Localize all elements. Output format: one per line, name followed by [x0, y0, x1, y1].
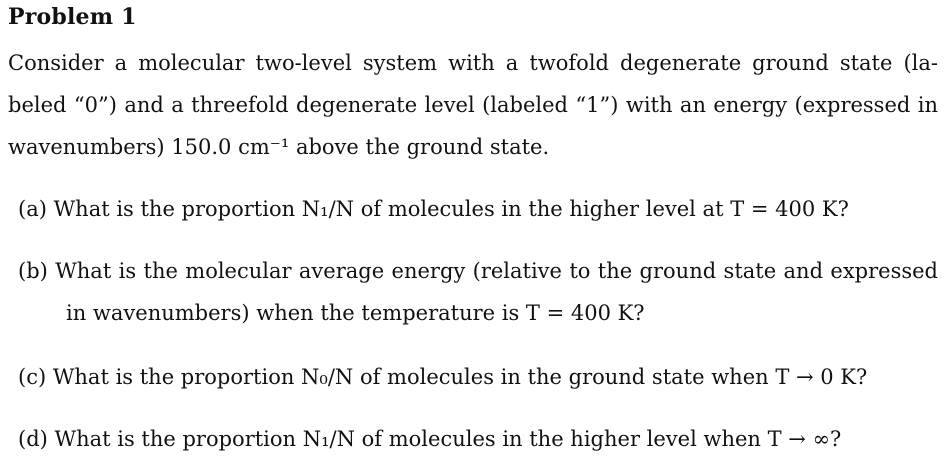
question-line: (d) What is the proportion N₁/N of molecules in the higher level when T → ∞?: [18, 427, 842, 451]
question-line: (a) What is the proportion N₁/N of molecules in the higher level at T = 400 K?: [18, 197, 849, 221]
question-line: (b) What is the molecular average energy (relative to the ground state and expressed: [18, 259, 938, 283]
intro-line: beled “0”) and a threefold degenerate level (labeled “1”) with an energy (expressed in: [8, 93, 938, 117]
question-d: [18, 418, 938, 460]
question-b: [18, 250, 938, 334]
question-line: (c) What is the proportion N₀/N of molecules in the ground state when T → 0 K?: [18, 365, 868, 389]
question-a: [18, 188, 938, 230]
intro-line: Consider a molecular two-level system with a twofold degenerate ground state (la-: [8, 51, 938, 75]
problem-intro: [8, 42, 938, 168]
question-c: [18, 356, 938, 398]
intro-line: wavenumbers) 150.0 cm⁻¹ above the ground state.: [8, 135, 550, 159]
question-line: in wavenumbers) when the temperature is T = 400 K?: [66, 301, 645, 325]
problem-title: Problem 1: [8, 4, 137, 30]
